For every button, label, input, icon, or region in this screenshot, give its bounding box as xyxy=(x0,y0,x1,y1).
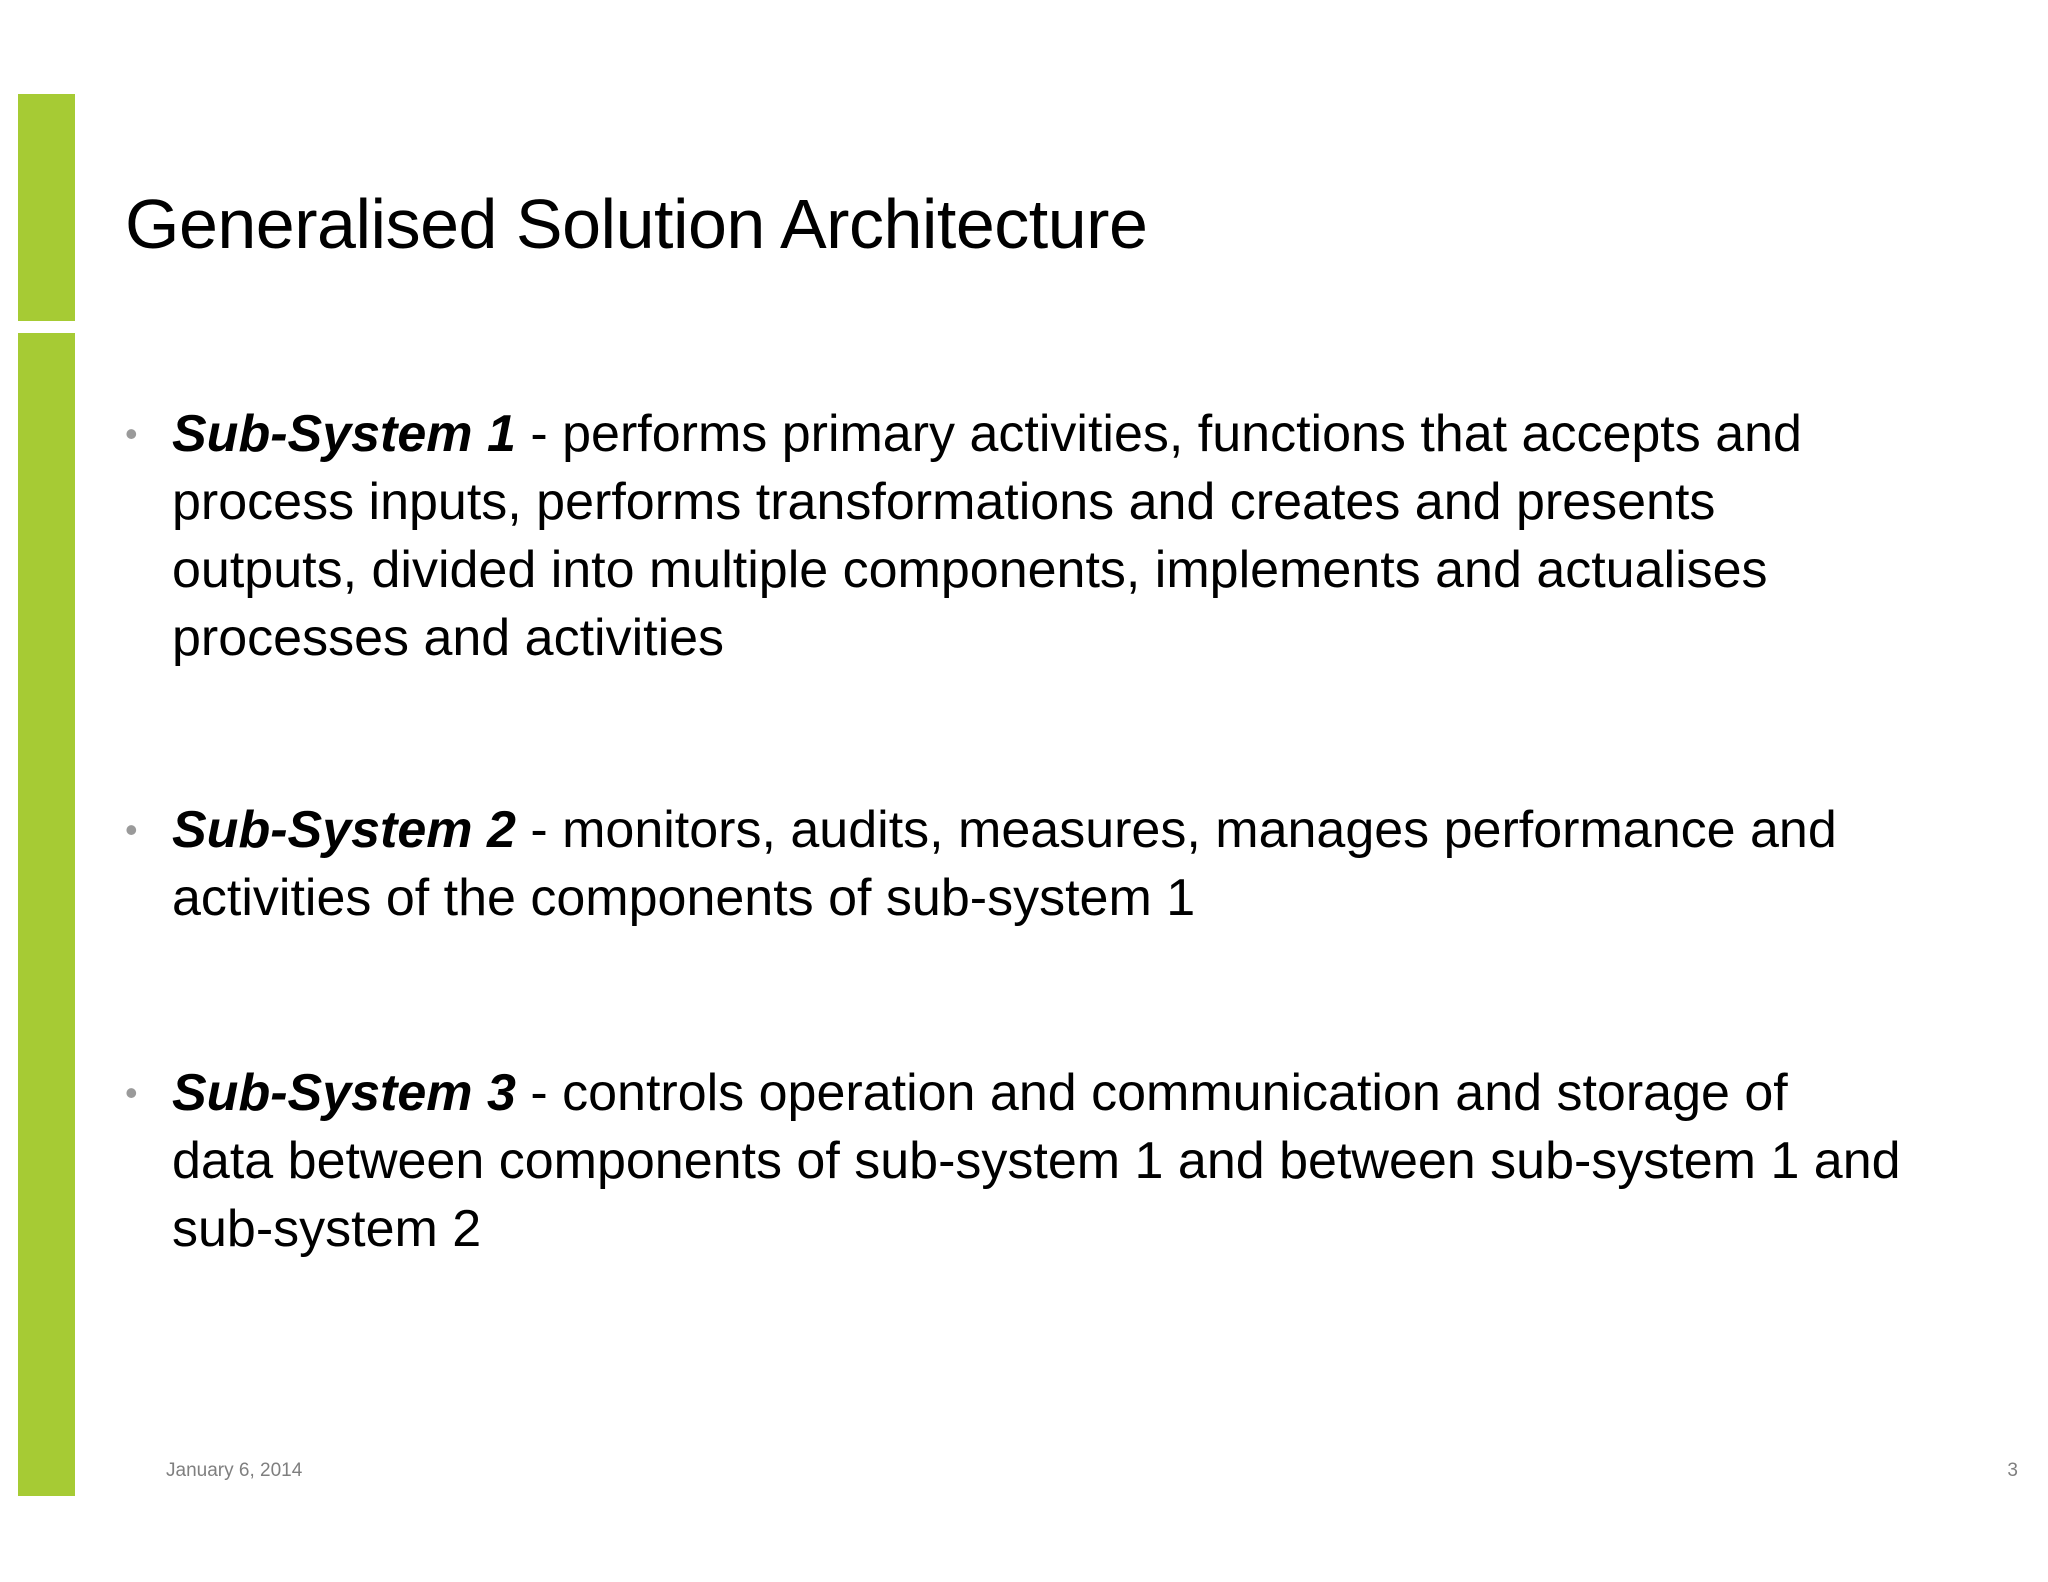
bullet-dot-icon: • xyxy=(125,413,138,454)
accent-bar-top xyxy=(18,94,75,321)
bullet-item-sub-system-3 xyxy=(125,1059,1905,1263)
bullet-text xyxy=(172,1059,1902,1263)
bullet-dot-icon: • xyxy=(125,1072,138,1113)
footer-date: January 6, 2014 xyxy=(166,1460,303,1481)
bullet-dot-icon: • xyxy=(125,809,138,850)
bullet-heading: Sub-System 3 xyxy=(172,1064,516,1122)
slide-title: Generalised Solution Architecture xyxy=(125,185,1148,263)
bullet-body: - monitors, audits, measures, manages performance and activities of the components of sub-system 1 xyxy=(172,801,1837,927)
bullet-text xyxy=(172,796,1902,932)
page-number: 3 xyxy=(2007,1460,2018,1481)
bullet-heading: Sub-System 2 xyxy=(172,801,516,859)
bullet-text xyxy=(172,400,1902,672)
accent-bar-bottom xyxy=(18,333,75,1496)
bullet-body: - performs primary activities, functions that accepts and process inputs, performs transformations and creates and presents outputs, divided into multiple components, implements and actualises processes and activities xyxy=(172,405,1802,667)
bullet-body: - controls operation and communication and storage of data between components of sub-system 1 and between sub-system 1 and sub-system 2 xyxy=(172,1064,1901,1258)
bullet-heading: Sub-System 1 xyxy=(172,405,516,463)
bullet-item-sub-system-2 xyxy=(125,796,1905,932)
bullet-item-sub-system-1 xyxy=(125,400,1905,672)
